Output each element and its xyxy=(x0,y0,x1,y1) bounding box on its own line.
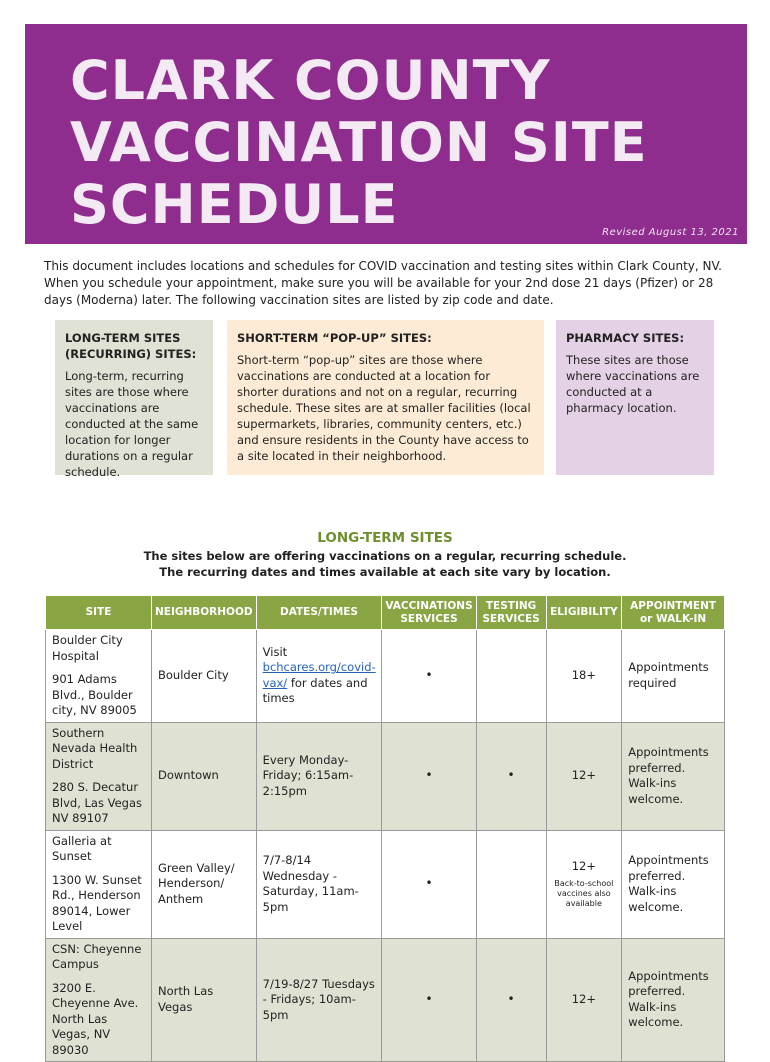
appointment-cell: Appointments preferred. Walk-ins welcome. xyxy=(622,938,725,1062)
eligibility-cell: 18+ xyxy=(546,630,622,723)
site-name: Galleria at Sunset xyxy=(52,833,112,863)
site-address: 901 Adams Blvd., Boulder city, NV 89005 xyxy=(52,672,137,717)
appointment-cell: Appointments preferred. Walk-ins welcome. xyxy=(622,830,725,938)
title-line-2: VACCINATION SITE xyxy=(70,111,648,174)
long-term-definition-box xyxy=(55,320,213,479)
header-site: SITE xyxy=(46,596,152,630)
site-name: CSN: Cheyenne Campus xyxy=(52,941,142,971)
header-dates-times: DATES/TIMES xyxy=(256,596,382,630)
neighborhood-cell: North Las Vegas xyxy=(151,938,256,1062)
site-cell xyxy=(46,722,152,830)
intro-paragraph: This document includes locations and schedules for COVID vaccination and testing sites within Clark County, NV. When you schedule your appointment, make sure you will be available for your 2nd dose 21 days (Pfizer) or 28 days (Moderna) later. The following vaccination sites are listed by zip code and date. xyxy=(44,259,722,307)
eligibility-cell: 12+ xyxy=(546,938,622,1062)
header-vaccinations: VACCINATIONS SERVICES xyxy=(382,596,476,630)
header-testing: TESTING SERVICES xyxy=(476,596,546,630)
testing-cell: • xyxy=(476,722,546,830)
eligibility-cell xyxy=(546,830,622,938)
dates-cell xyxy=(256,630,382,723)
box-heading: SHORT-TERM “POP-UP” SITES: xyxy=(237,331,432,345)
table-row xyxy=(46,630,725,723)
vaccinations-cell: • xyxy=(382,830,476,938)
header-neighborhood: NEIGHBORHOOD xyxy=(151,596,256,630)
section-title: LONG-TERM SITES xyxy=(317,530,453,546)
appointment-cell: Appointments preferred. Walk-ins welcome. xyxy=(622,722,725,830)
eligibility-value: 12+ xyxy=(571,859,596,874)
bchcares-link[interactable]: bchcares.org/covid-vax/ xyxy=(262,660,376,690)
site-name: Southern Nevada Health District xyxy=(52,725,138,771)
dates-cell: Every Monday-Friday; 6:15am-2:15pm xyxy=(256,722,382,830)
vaccinations-cell: • xyxy=(382,722,476,830)
eligibility-cell: 12+ xyxy=(546,722,622,830)
appointment-cell: Appointments required xyxy=(622,630,725,723)
site-address: 1300 W. Sunset Rd., Henderson 89014, Lower Level xyxy=(52,872,142,933)
pharmacy-definition-box xyxy=(556,320,714,475)
vaccinations-cell: • xyxy=(382,938,476,1062)
box-body: Long-term, recurring sites are those where vaccinations are conducted at the same location for longer durations on a regular schedule. xyxy=(65,369,199,479)
title-line-3: SCHEDULE xyxy=(70,173,399,236)
table-row xyxy=(46,830,725,938)
header-appointment: APPOINTMENT or WALK-IN xyxy=(622,596,725,630)
table-row xyxy=(46,722,725,830)
subtitle-line-2: The recurring dates and times available at each site vary by location. xyxy=(159,565,611,579)
vaccinations-cell: • xyxy=(382,630,476,723)
site-address: 3200 E. Cheyenne Ave. North Las Vegas, NV 89030 xyxy=(52,980,139,1057)
testing-cell xyxy=(476,830,546,938)
site-cell xyxy=(46,938,152,1062)
subtitle-line-1: The sites below are offering vaccinations on a regular, recurring schedule. xyxy=(143,549,627,563)
box-heading: LONG-TERM SITES (RECURRING) SITES: xyxy=(65,331,197,361)
dates-text: Visit xyxy=(262,644,288,659)
dates-cell: 7/19-8/27 Tuesdays - Fridays; 10am-5pm xyxy=(256,938,382,1062)
neighborhood-cell: Green Valley/ Henderson/ Anthem xyxy=(151,830,256,938)
sites-table xyxy=(45,595,725,1062)
page-title xyxy=(70,50,648,236)
box-body: These sites are those where vaccinations are conducted at a pharmacy location. xyxy=(566,353,700,415)
neighborhood-cell: Downtown xyxy=(151,722,256,830)
title-line-1: CLARK COUNTY xyxy=(70,49,551,112)
testing-cell xyxy=(476,630,546,723)
table-row xyxy=(46,938,725,1062)
section-subtitle xyxy=(0,548,770,580)
box-heading: PHARMACY SITES: xyxy=(566,331,685,345)
site-cell xyxy=(46,630,152,723)
eligibility-note: Back-to-school vaccines also available xyxy=(554,878,614,908)
box-body: Short-term “pop-up” sites are those where vaccinations are conducted at a location for shorter durations and not on a regular, recurring schedule. These sites are at smaller facilities (local supermarkets, libraries, community centers, etc.) and ensure residents in the County have access to a site located in their neighborhood. xyxy=(237,353,531,463)
header-banner xyxy=(25,24,747,244)
site-address: 280 S. Decatur Blvd, Las Vegas NV 89107 xyxy=(52,780,142,825)
revised-date: Revised August 13, 2021 xyxy=(602,227,739,238)
dates-cell: 7/7-8/14 Wednesday - Saturday, 11am-5pm xyxy=(256,830,382,938)
short-term-definition-box xyxy=(227,320,544,475)
testing-cell: • xyxy=(476,938,546,1062)
neighborhood-cell: Boulder City xyxy=(151,630,256,723)
site-name: Boulder City Hospital xyxy=(52,633,123,663)
dates-text-suffix: for dates and times xyxy=(262,675,368,706)
table-header-row xyxy=(46,596,725,630)
site-cell xyxy=(46,830,152,938)
header-eligibility: ELIGIBILITY xyxy=(546,596,622,630)
